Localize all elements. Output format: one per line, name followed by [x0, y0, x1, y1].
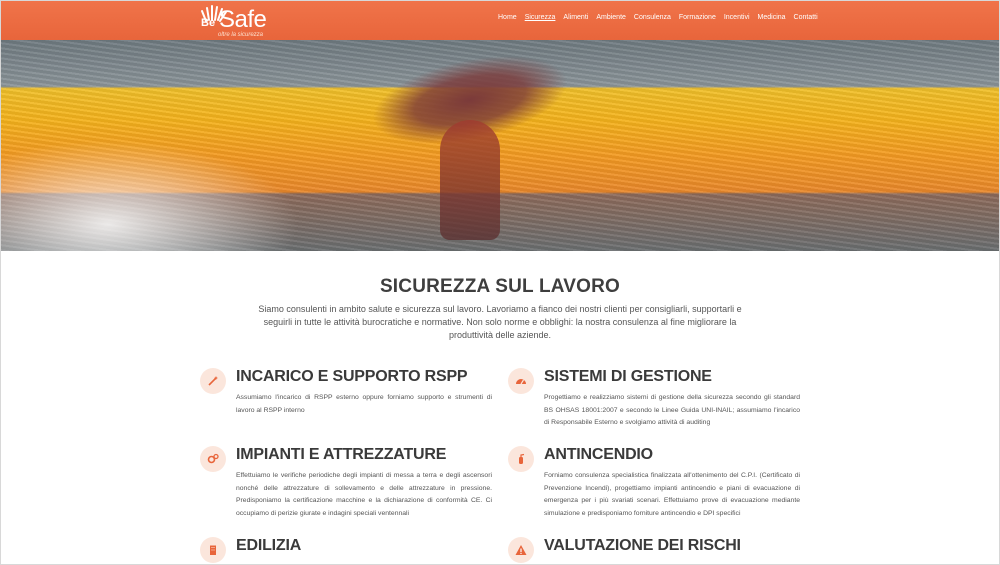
- service-text: Assumiamo l'incarico di RSPP esterno oppure forniamo supporto e strumenti di lavoro al RSPP interno: [236, 394, 492, 414]
- service-title: INCARICO E SUPPORTO RSPP: [236, 368, 468, 385]
- service-text: Effettuiamo le verifiche periodiche degli impianti di messa a terra e degli ascensori nonché delle attrezzature di sollevamento e delle attrezzature in pressione. Predisponiamo la certificazione macchine e la dichiarazione di conformità CE. Ci occupiamo di perizie giurate e indagini speciali ventennali: [236, 472, 492, 517]
- hero-spray: [0, 140, 300, 251]
- building-icon: [200, 537, 226, 563]
- nav-ambiente[interactable]: Ambiente: [596, 14, 626, 21]
- nav-home[interactable]: Home: [498, 14, 517, 21]
- page-title: SICUREZZA SUL LAVORO: [379, 276, 621, 297]
- dashboard-icon: [508, 368, 534, 394]
- service-title: EDILIZIA: [236, 537, 302, 554]
- hero-image: [0, 40, 1000, 251]
- logo-safe: Safe: [219, 6, 267, 33]
- nav-sicurezza[interactable]: Sicurezza: [524, 14, 556, 21]
- wand-icon: [200, 368, 226, 394]
- service-title: IMPIANTI E ATTREZZATURE: [236, 446, 447, 463]
- service-title: VALUTAZIONE DEI RISCHI: [544, 537, 741, 554]
- gears-icon: [200, 446, 226, 472]
- nav-contatti[interactable]: Contatti: [793, 14, 818, 21]
- main-nav: [498, 14, 826, 21]
- besafe-logo[interactable]: [200, 3, 270, 39]
- warning-icon: [508, 537, 534, 563]
- logo-be: Be: [201, 17, 216, 29]
- nav-consulenza[interactable]: Consulenza: [633, 14, 671, 21]
- nav-alimenti[interactable]: Alimenti: [563, 14, 589, 21]
- site-header: [0, 0, 1000, 40]
- nav-medicina[interactable]: Medicina: [757, 14, 786, 21]
- service-title: ANTINCENDIO: [544, 446, 653, 463]
- nav-formazione[interactable]: Formazione: [678, 14, 716, 21]
- hero-surfer: [440, 120, 500, 240]
- logo-tagline: oltre la sicurezza: [218, 32, 264, 38]
- intro-text: Siamo consulenti in ambito salute e sicurezza sul lavoro. Lavoriamo a fianco dei nostri clienti per consigliarli, supportarli e seguirli in tutte le attività burocratiche e normative. Non solo norme e obblighi: la nostra consulenza al fine migliorare la produttività delle aziende.: [258, 304, 742, 340]
- service-title: SISTEMI DI GESTIONE: [544, 368, 712, 385]
- service-text: Progettiamo e realizziamo sistemi di gestione della sicurezza secondo gli standard BS OHSAS 18001:2007 e secondo le Linee Guida UNI-INAIL; assumiamo l'incarico di Responsabile Esterno e svolgiamo attività di auditing: [544, 394, 800, 427]
- service-text: Forniamo consulenza specialistica finalizzata all'ottenimento del C.P.I. (Certificato di Prevenzione Incendi), progettiamo impianti antincendio e piani di evacuazione di emergenza per i più svariati scenari. Effettuiamo prove di evacuazione mediante simulazione e predisponiamo forniture antincendio e DPI specifici: [544, 472, 800, 517]
- nav-incentivi[interactable]: Incentivi: [723, 14, 750, 21]
- extinguisher-icon: [508, 446, 534, 472]
